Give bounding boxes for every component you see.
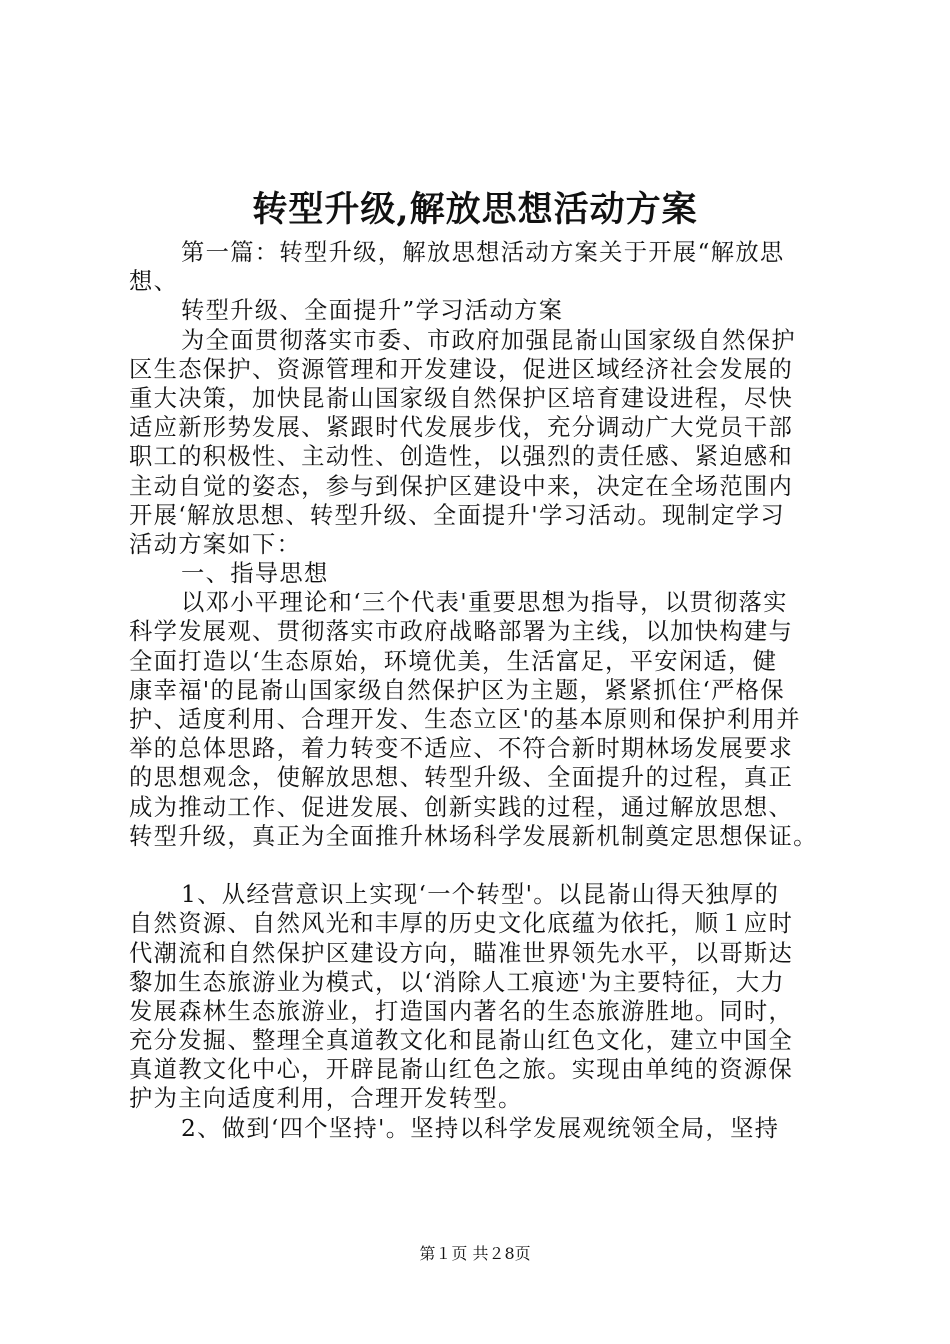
text-line: 开展‘解放思想、转型升级、全面提升'学习活动。现制定学习 xyxy=(129,501,785,529)
document-title: 转型升级,解放思想活动方案 xyxy=(252,189,698,230)
text-line: 转型升级、全面提升”学习活动方案 xyxy=(181,297,564,325)
text-line: 举的总体思路，着力转变不适应、不符合新时期林场发展要求 xyxy=(129,735,794,763)
text-line: 一、指导思想 xyxy=(181,560,329,588)
text-line: 想、 xyxy=(129,268,179,296)
page-footer: 第１页 共２8页 xyxy=(419,1244,531,1263)
text-line: 的思想观念，使解放思想、转型升级、全面提升的过程，真正 xyxy=(129,764,794,792)
text-line: 充分发掘、整理全真道教文化和昆嵛山红色文化，建立中国全 xyxy=(129,1027,794,1055)
text-line: 全面打造以‘生态原始，环境优美，生活富足，平安闲适，健 xyxy=(129,647,778,675)
text-line: 活动方案如下： xyxy=(129,530,302,558)
text-line: 康幸福'的昆嵛山国家级自然保护区为主题，紧紧抓住‘严格保 xyxy=(129,676,785,704)
text-line: 发展森林生态旅游业，打造国内著名的生态旅游胜地。同时， xyxy=(129,997,794,1025)
text-line: 适应新形势发展、紧跟时代发展步伐，充分调动广大党员干部 xyxy=(129,414,794,442)
text-line: 职工的积极性、主动性、创造性，以强烈的责任感、紧迫感和 xyxy=(129,443,794,471)
text-line: 护为主向适度利用，合理开发转型。 xyxy=(129,1085,523,1113)
text-line: 为全面贯彻落实市委、市政府加强昆嵛山国家级自然保护 xyxy=(181,326,796,354)
text-line: 成为推动工作、促进发展、创新实践的过程，通过解放思想、 xyxy=(129,793,794,821)
text-line: 转型升级，真正为全面推升林场科学发展新机制奠定思想保证。 xyxy=(129,822,818,850)
text-line: 护、适度利用、合理开发、生态立区'的基本原则和保护利用并 xyxy=(129,706,801,733)
text-line: 第一篇：转型升级，解放思想活动方案关于开展“解放思 xyxy=(181,239,785,266)
text-line: 主动自觉的姿态，参与到保护区建设中来，决定在全场范围内 xyxy=(129,472,794,500)
text-line: 重大决策，加快昆嵛山国家级自然保护区培育建设进程，尽快 xyxy=(129,384,794,412)
paragraph-gap xyxy=(129,851,835,880)
document-body xyxy=(129,238,835,1143)
text-line: 2、做到‘四个坚持'。坚持以科学发展观统领全局，坚持 xyxy=(181,1114,780,1142)
text-line: 以邓小平理论和‘三个代表'重要思想为指导，以贯彻落实 xyxy=(181,589,788,617)
text-line: 真道教文化中心，开辟昆嵛山红色之旅。实现由单纯的资源保 xyxy=(129,1056,794,1084)
text-line: 代潮流和自然保护区建设方向，瞄准世界领先水平，以哥斯达 xyxy=(129,939,794,967)
text-line: 自然资源、自然风光和丰厚的历史文化底蕴为依托，顺１应时 xyxy=(129,910,794,938)
text-line: 1、从经营意识上实现‘一个转型'。以昆嵛山得天独厚的 xyxy=(181,881,780,909)
text-line: 区生态保护、资源管理和开发建设，促进区域经济社会发展的 xyxy=(129,355,794,383)
text-line: 科学发展观、贯彻落实市政府战略部署为主线，以加快构建与 xyxy=(129,618,794,646)
text-line: 黎加生态旅游业为模式，以‘消除人工痕迹'为主要特征，大力 xyxy=(129,968,785,996)
